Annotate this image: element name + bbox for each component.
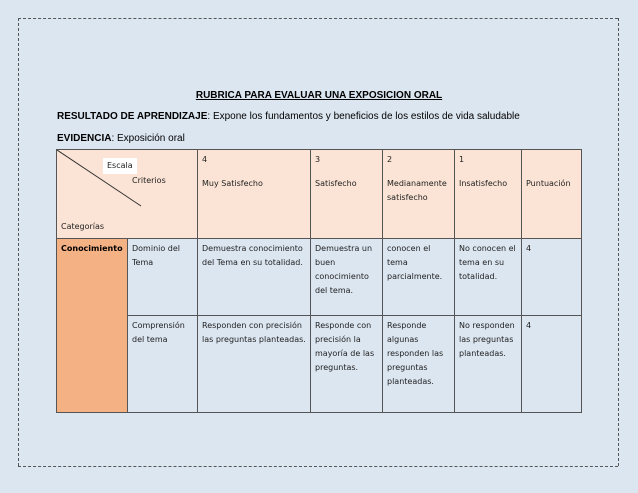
resultado-label: RESULTADO DE APRENDIZAJE xyxy=(57,111,208,122)
criterios-header: Criterios xyxy=(132,176,166,185)
evidencia-text: : Exposición oral xyxy=(111,133,185,144)
level-4-number: 4 xyxy=(202,155,208,164)
level-4-header xyxy=(198,150,311,239)
level-2-header xyxy=(383,150,455,239)
page-border-bottom xyxy=(18,466,618,467)
level-4-cell: Responden con precisión las preguntas planteadas. xyxy=(198,316,311,413)
resultado-text: : Expone los fundamentos y beneficios de los estilos de vida saludable xyxy=(207,111,520,122)
level-3-label: Satisfecho xyxy=(315,179,357,188)
level-1-number: 1 xyxy=(459,155,465,164)
level-1-header xyxy=(455,150,522,239)
page-border-top xyxy=(18,18,618,19)
level-4-label: Muy Satisfecho xyxy=(202,179,263,188)
scale-category-cell xyxy=(57,150,198,239)
level-3-cell: Responde con precisión la mayoría de las preguntas. xyxy=(311,316,383,413)
puntuacion-label: Puntuación xyxy=(526,179,571,188)
score-cell: 4 xyxy=(522,239,582,316)
level-2-cell: conocen el tema parcialmente. xyxy=(383,239,455,316)
puntuacion-header xyxy=(522,150,582,239)
evidencia-label: EVIDENCIA xyxy=(57,133,112,144)
score-cell: 4 xyxy=(522,316,582,413)
level-1-cell: No responden las preguntas planteadas. xyxy=(455,316,522,413)
table-row xyxy=(57,316,582,413)
level-3-number: 3 xyxy=(315,155,321,164)
level-2-cell: Responde algunas responden las preguntas planteadas. xyxy=(383,316,455,413)
header-row xyxy=(57,150,582,239)
level-4-cell: Demuestra conocimiento del Tema en su totalidad. xyxy=(198,239,311,316)
page-border-left xyxy=(18,18,19,466)
level-1-label: Insatisfecho xyxy=(459,179,508,188)
criterio-cell: Dominio del Tema xyxy=(128,239,198,316)
level-1-cell: No conocen el tema en su totalidad. xyxy=(455,239,522,316)
level-2-label: Medianamente satisfecho xyxy=(387,179,447,202)
criterio-cell: Comprensión del tema xyxy=(128,316,198,413)
rubric-table xyxy=(56,149,582,413)
level-3-header xyxy=(311,150,383,239)
level-3-cell: Demuestra un buen conocimiento del tema. xyxy=(311,239,383,316)
table-row xyxy=(57,239,582,316)
category-cell: Conocimiento xyxy=(57,239,128,413)
escala-label: Escala xyxy=(103,158,137,174)
resultado-line xyxy=(57,111,520,122)
categorias-label: Categorías xyxy=(61,222,105,231)
document-title: RUBRICA PARA EVALUAR UNA EXPOSICION ORAL xyxy=(195,90,443,101)
evidencia-line xyxy=(57,133,185,144)
page-border-right xyxy=(618,18,619,466)
level-2-number: 2 xyxy=(387,155,393,164)
